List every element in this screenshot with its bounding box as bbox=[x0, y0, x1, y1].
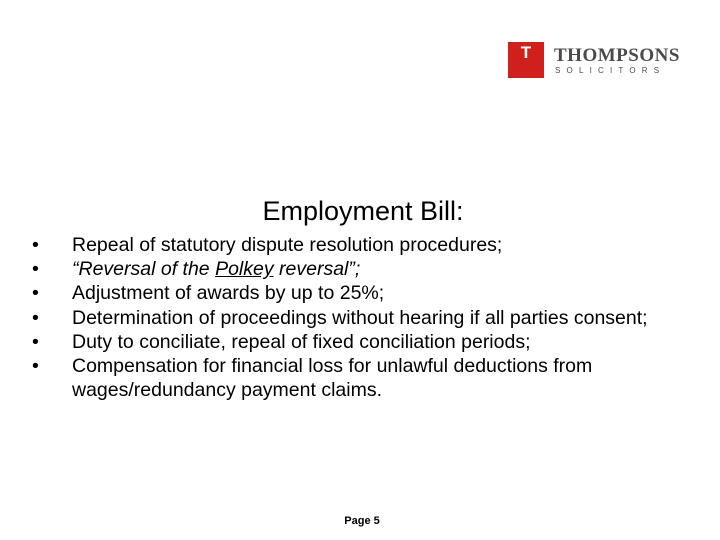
bullet-dot: • bbox=[32, 330, 39, 353]
bullet-item bbox=[32, 330, 692, 354]
bullet-text-suffix: reversal”; bbox=[273, 258, 361, 281]
bullet-list bbox=[32, 233, 692, 402]
thompsons-logo bbox=[508, 42, 678, 78]
bullet-text: Duty to conciliate, repeal of fixed conciliation periods; bbox=[72, 330, 531, 353]
logo-name: THOMPSONS bbox=[554, 45, 680, 66]
bullet-item bbox=[32, 306, 692, 330]
bullet-text: Repeal of statutory dispute resolution procedures; bbox=[72, 234, 503, 256]
polkey-term: Polkey bbox=[215, 258, 274, 281]
logo-subtitle: SOLICITORS bbox=[555, 66, 666, 75]
bullet-dot: • bbox=[32, 355, 39, 378]
bullet-text: Adjustment of awards by up to 25%; bbox=[72, 282, 385, 305]
bullet-dot: • bbox=[32, 234, 39, 256]
bullet-dot: • bbox=[32, 306, 39, 329]
bullet-dot: • bbox=[32, 258, 39, 281]
bullet-text: Compensation for financial loss for unlawful deductions from wages/redundancy payment claims. bbox=[72, 355, 593, 402]
bullet-dot: • bbox=[32, 282, 39, 305]
bullet-item bbox=[32, 354, 692, 402]
bullet-item bbox=[32, 257, 692, 281]
slide-title: Employment Bill: bbox=[262, 196, 464, 226]
bullet-item bbox=[32, 233, 692, 257]
page-number: Page 5 bbox=[344, 515, 380, 527]
bullet-item bbox=[32, 281, 692, 305]
bullet-text-prefix: “Reversal of the bbox=[72, 258, 216, 281]
bullet-text: Determination of proceedings without hearing if all parties consent; bbox=[72, 306, 648, 329]
logo-mark-icon: T bbox=[508, 42, 544, 78]
